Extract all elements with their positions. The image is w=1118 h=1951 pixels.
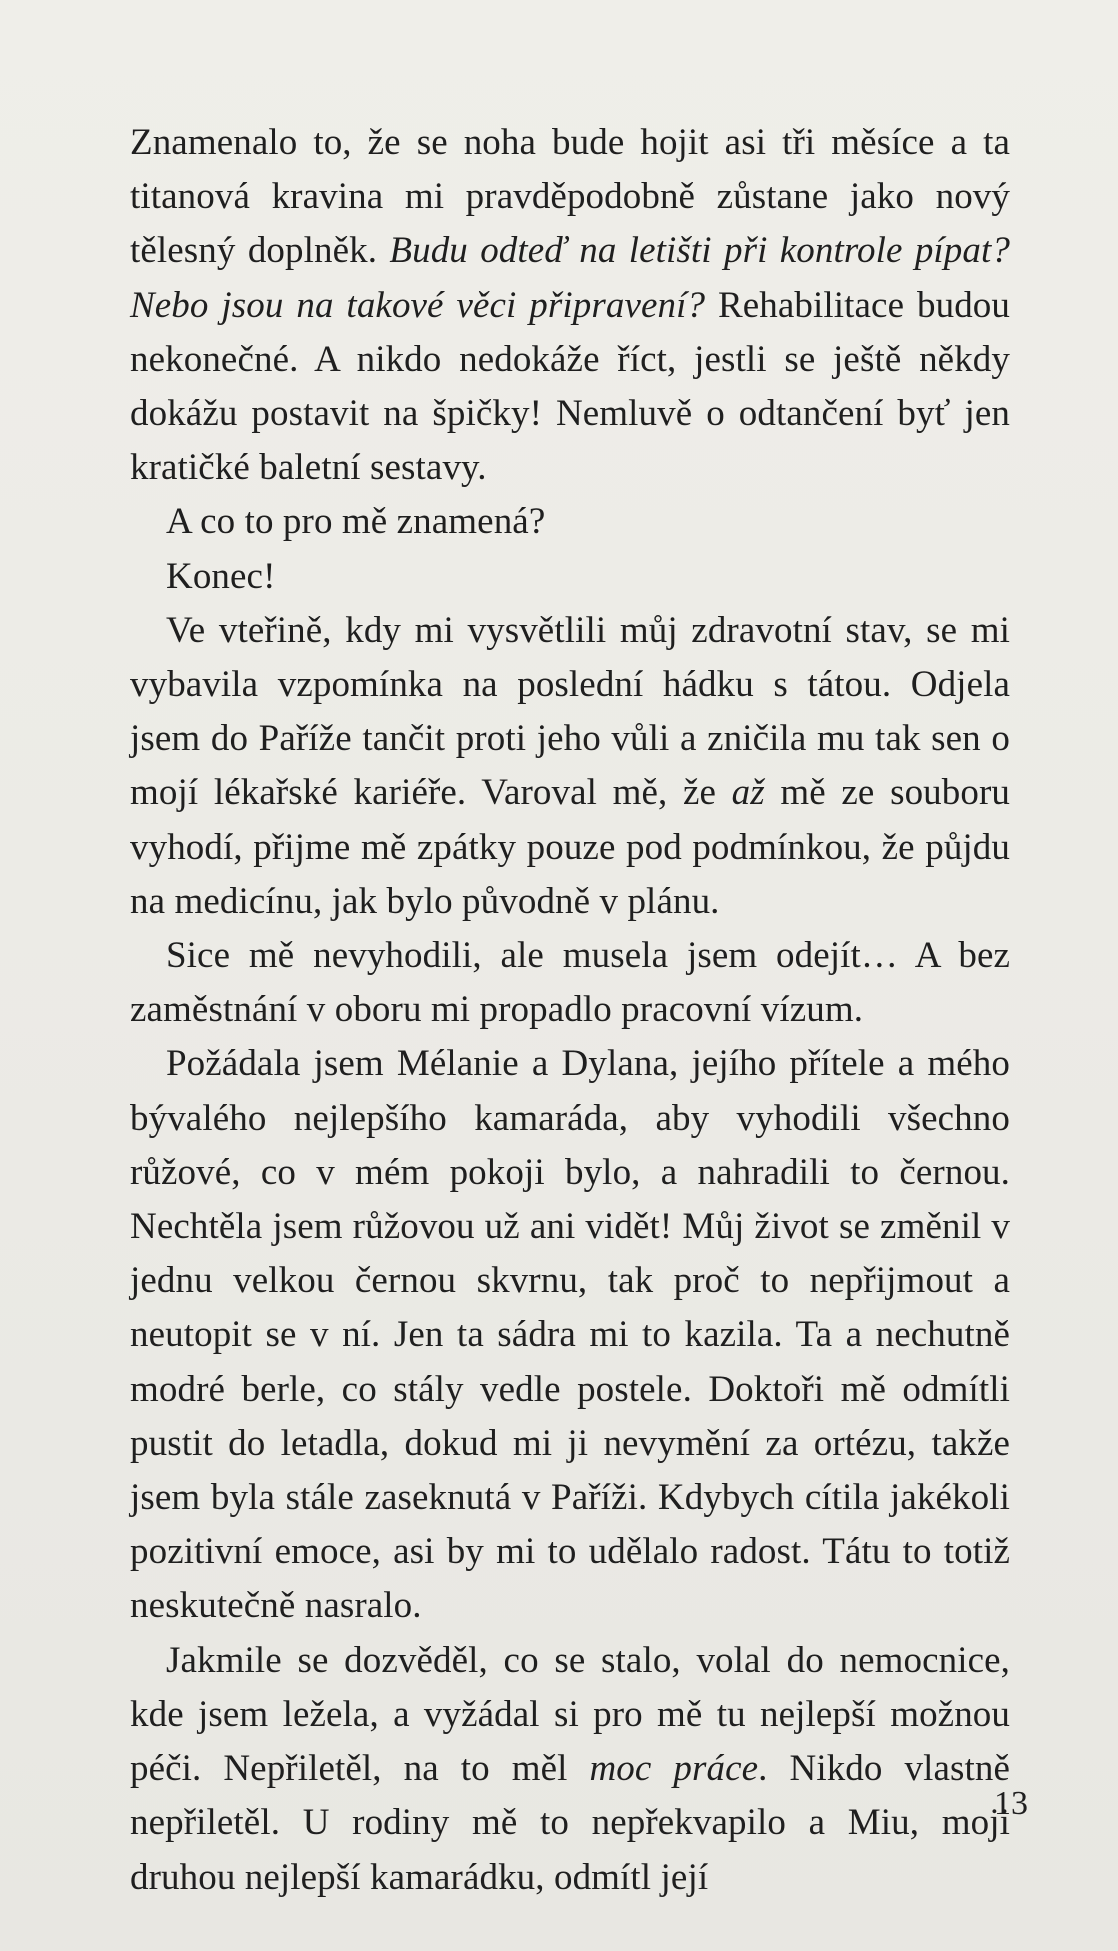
text-segment: Rehabilitace budou nekonečné. A nikdo nedokáže říct, jestli se ještě někdy dokážu postavit na špičky! Nemluvě o odtančení byť jen kratičké baletní sestavy.: [130, 284, 1010, 489]
paragraph: [130, 1634, 1010, 1905]
text-segment: A co to pro mě znamená?: [166, 501, 546, 543]
paragraph: [130, 1037, 1010, 1633]
text-segment: Sice mě nevyhodili, ale musela jsem odejít… A bez zaměstnání v oboru mi propadlo pracovní vízum.: [130, 935, 1010, 1031]
text-segment: Ve vteřině, kdy mi vysvětlili můj zdravotní stav, se mi vybavila vzpomínka na poslední hádku s tátou. Odjela jsem do Paříže tančit proti jeho vůli a zničila mu tak sen o mojí lékařské kariéře. Varoval mě, že: [130, 609, 1010, 814]
paragraph: [130, 604, 1010, 929]
text-segment: Znamenalo to, že se noha bude hojit asi tři měsíce a ta titanová kravina mi pravděpodobně zůstane jako nový tělesný doplněk.: [130, 122, 1010, 272]
text-segment: . Nikdo vlastně nepřiletěl. U rodiny mě to nepřekvapilo a Miu, moji druhou nejlepší kamarádku, odmítl její: [130, 1748, 1010, 1898]
italic-text-segment: moc práce: [589, 1748, 759, 1790]
page-number: 13: [994, 1785, 1028, 1822]
text-segment: Konec!: [166, 555, 276, 597]
paragraph: [130, 116, 1010, 495]
text-segment: Jakmile se dozvěděl, co se stalo, volal do nemocnice, kde jsem ležela, a vyžádal si pro mě tu nejlepší možnou péči. Nepřiletěl, na to měl: [130, 1639, 1010, 1790]
text-segment: Požádala jsem Mélanie a Dylana, jejího přítele a mého bývalého nejlepšího kamaráda, aby vyhodili všechno růžové, co v mém pokoji bylo, a nahradili to černou. Nechtěla jsem růžovou už ani vidět! Můj život se změnil v jednu velkou černou skvrnu, tak proč to nepřijmout a neutopit se v ní. Jen ta sádra mi to kazila. Ta a nechutně modré berle, co stály vedle postele. Doktoři mě odmítli pustit do letadla, dokud mi ji nevymění za ortézu, takže jsem byla stále zaseknutá v Paříži. Kdybych cítila jakékoli pozitivní emoce, asi by mi to udělalo radost. Tátu to totiž neskutečně nasralo.: [130, 1043, 1010, 1627]
italic-text-segment: Budu odteď na letišti při kontrole pípat? Nebo jsou na takové věci připravení?: [130, 230, 1010, 326]
text-segment: mě ze souboru vyhodí, přijme mě zpátky pouze pod podmínkou, že půjdu na medicínu, jak bylo původně v plánu.: [130, 772, 1010, 922]
italic-text-segment: až: [731, 772, 765, 814]
paragraph: [130, 495, 1010, 549]
body-text: [130, 116, 1010, 1905]
paragraph: [130, 929, 1010, 1037]
paragraph: [130, 550, 1010, 604]
